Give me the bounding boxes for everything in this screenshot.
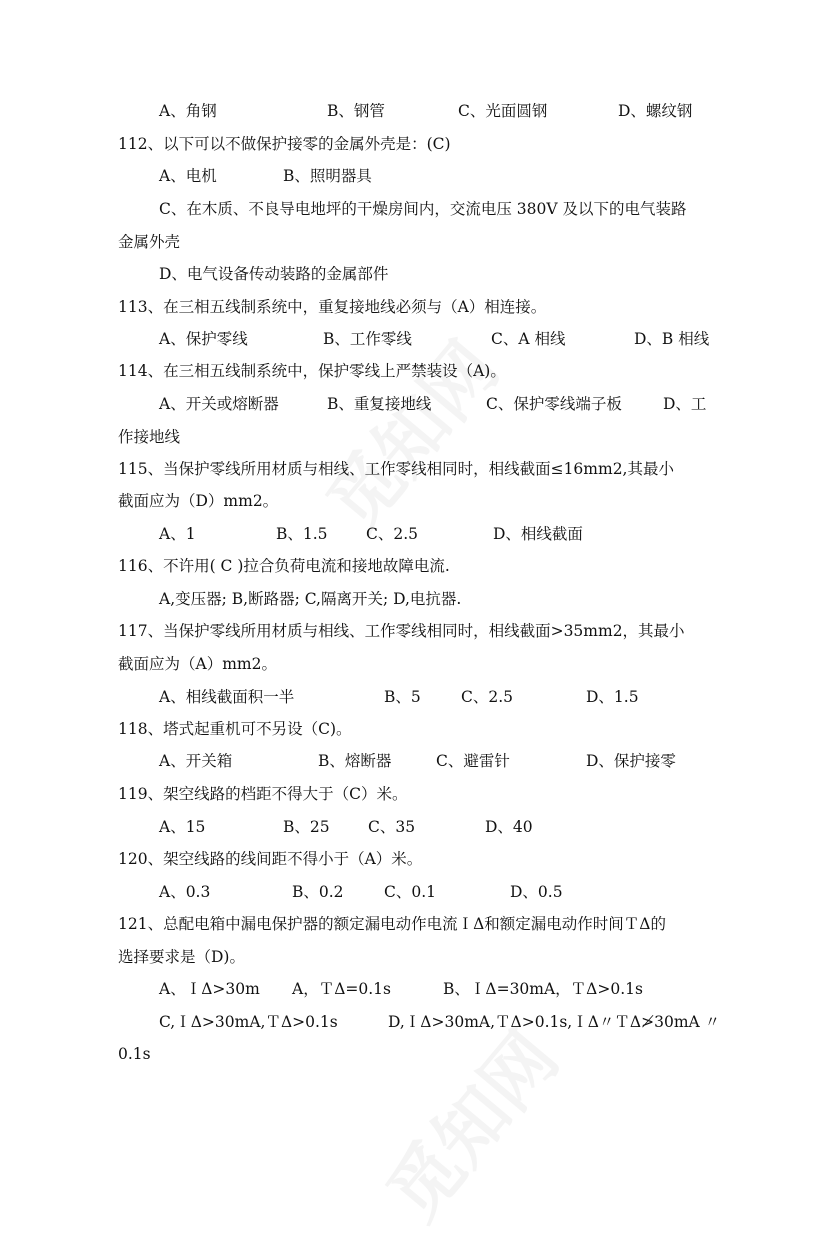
question-line: 117、当保护零线所用材质与相线、工作零线相同时，相线截面>35mm2，其最小 <box>118 622 685 640</box>
option-a: A、保护零线 <box>159 330 248 348</box>
option-d: D、1.5 <box>586 688 639 706</box>
question-line: 119、架空线路的档距不得大于（C）米。 <box>118 785 408 803</box>
question-line: 121、总配电箱中漏电保护器的额定漏电动作电流ＩΔ和额定漏电动作时间ＴΔ的 <box>118 915 666 933</box>
option-b: B、1.5 <box>276 525 328 543</box>
option-b: B、工作零线 <box>323 330 412 348</box>
watermark-text <box>299 316 518 548</box>
option-a: A、开关箱 <box>159 752 233 770</box>
option-c: C、避雷针 <box>436 752 510 770</box>
option-d: D、相线截面 <box>493 525 583 543</box>
question-line-continued: 截面应为（D）mm2。 <box>118 492 279 510</box>
question-line: 113、在三相五线制系统中，重复接地线必须与（A）相连接。 <box>118 298 547 316</box>
question-line: 116、不许用( C )拉合负荷电流和接地故障电流. <box>118 557 450 575</box>
option-b: B、25 <box>283 818 330 836</box>
option-c: C、在木质、不良导电地坪的干燥房间内，交流电压 380V 及以下的电气装路 <box>159 200 687 218</box>
option-d: D、保护接零 <box>586 752 676 770</box>
question-line: 115、当保护零线所用材质与相线、工作零线相同时，相线截面≤16mm2,其最小 <box>118 460 674 478</box>
option-d: D、0.5 <box>510 883 563 901</box>
option-c-continued: 金属外壳 <box>118 233 181 251</box>
option-c: C、A 相线 <box>491 330 566 348</box>
question-line-continued: 截面应为（A）mm2。 <box>118 655 277 673</box>
option-b: B、熔断器 <box>318 752 392 770</box>
option-c: C、2.5 <box>366 525 419 543</box>
option-a: A、电机 <box>159 167 217 185</box>
option-c: C、光面圆钢 <box>458 102 548 120</box>
option-b: B、5 <box>384 688 421 706</box>
question-line: 114、在三相五线制系统中，保护零线上严禁装设（A)。 <box>118 362 506 380</box>
option-a: A、角钢 <box>159 102 217 120</box>
question-line: 112、以下可以不做保护接零的金属外壳是：(C) <box>118 135 451 153</box>
option-b: B、重复接地线 <box>327 395 432 413</box>
option-a: A、开关或熔断器 <box>159 395 279 413</box>
option-a-continued: A，ＴΔ=0.1s <box>292 980 391 998</box>
option-b: B、ＩΔ=30mA，ＴΔ>0.1s <box>443 980 643 998</box>
option-d: D、40 <box>485 818 533 836</box>
option-a: A、相线截面积一半 <box>159 688 295 706</box>
option-c: C、0.1 <box>384 883 437 901</box>
option-d: D、工 <box>663 395 707 413</box>
question-line: 118、塔式起重机可不另设（C)。 <box>118 720 352 738</box>
question-line-continued: 选择要求是（D)。 <box>118 948 245 966</box>
option-d: D、电气设备传动装路的金属部件 <box>159 265 389 283</box>
option-a: A、1 <box>159 525 196 543</box>
option-d: D、螺纹钢 <box>618 102 693 120</box>
option-c: C,ＩΔ>30mA,ＴΔ>0.1s <box>159 1013 338 1031</box>
option-c: C、2.5 <box>461 688 514 706</box>
question-line: 120、架空线路的线间距不得小于（A）米。 <box>118 850 423 868</box>
option-a: A、15 <box>159 818 206 836</box>
option-b: B、钢管 <box>327 102 385 120</box>
option-c: C、保护零线端子板 <box>486 395 622 413</box>
option-c: C、35 <box>368 818 416 836</box>
option-a: A、ＩΔ>30m <box>159 980 260 998</box>
watermark-text <box>359 1006 578 1238</box>
option-b: B、0.2 <box>292 883 344 901</box>
option-line: A,变压器; B,断路器; C,隔离开关; D,电抗器. <box>159 590 462 608</box>
option-d-continued: 作接地线 <box>118 428 181 446</box>
option-d: D、B 相线 <box>634 330 710 348</box>
option-d-continued: 0.1s <box>118 1045 151 1063</box>
option-b: B、照明器具 <box>283 167 372 185</box>
option-a: A、0.3 <box>159 883 211 901</box>
option-d: D,ＩΔ>30mA,ＴΔ>0.1s,ＩΔ〃ＴΔ≯30mA 〃 <box>388 1013 721 1031</box>
